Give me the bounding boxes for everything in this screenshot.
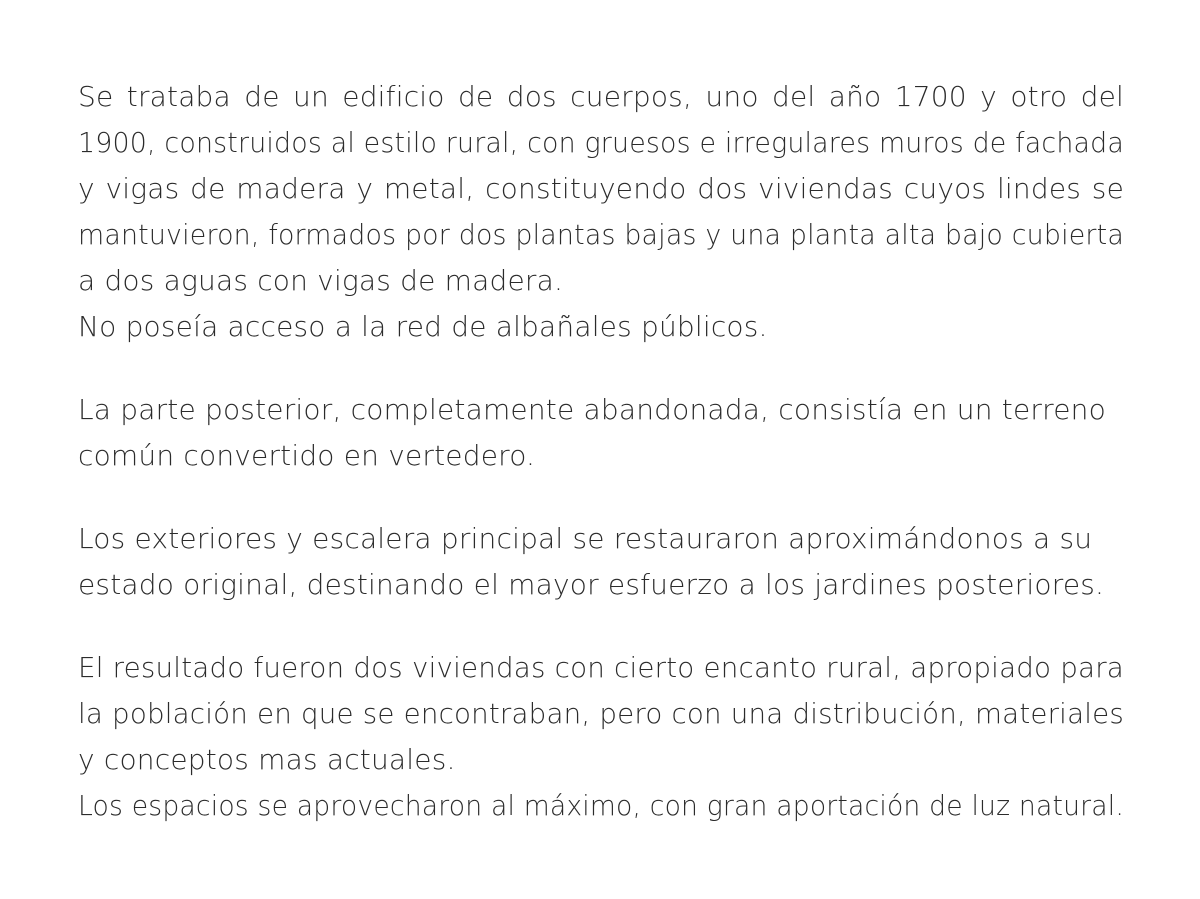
- text-line: y vigas de madera y metal, constituyendo dos viviendas cuyos lindes se: [78, 172, 1124, 205]
- paragraph-rear-area: [78, 387, 1124, 479]
- text-line: común convertido en vertedero.: [78, 439, 536, 472]
- text-line: Los exteriores y escalera principal se restauraron aproximándonos a su: [78, 522, 1093, 555]
- paragraph-result: [78, 645, 1124, 829]
- text-line: estado original, destinando el mayor esfuerzo a los jardines posteriores.: [78, 568, 1105, 601]
- paragraph-building-description: [78, 74, 1124, 350]
- text-line: El resultado fueron dos viviendas con cierto encanto rural, apropiado para: [78, 651, 1124, 684]
- document-body: [78, 74, 1124, 866]
- text-line: Se trataba de un edificio de dos cuerpos, uno del año 1700 y otro del: [78, 80, 1124, 113]
- text-line: la población en que se encontraban, pero con una distribución, materiales: [78, 697, 1124, 730]
- text-line: mantuvieron, formados por dos plantas bajas y una planta alta bajo cubierta: [78, 218, 1124, 251]
- text-line: a dos aguas con vigas de madera.: [78, 264, 564, 297]
- text-line: No poseía acceso a la red de albañales públicos.: [78, 310, 768, 343]
- text-line: Los espacios se aprovecharon al máximo, con gran aportación de luz natural.: [78, 789, 1124, 822]
- text-line: y conceptos mas actuales.: [78, 743, 456, 776]
- text-line: La parte posterior, completamente abandonada, consistía en un terreno: [78, 393, 1106, 426]
- text-line: 1900, construidos al estilo rural, con gruesos e irregulares muros de fachada: [78, 126, 1124, 159]
- paragraph-restoration: [78, 516, 1124, 608]
